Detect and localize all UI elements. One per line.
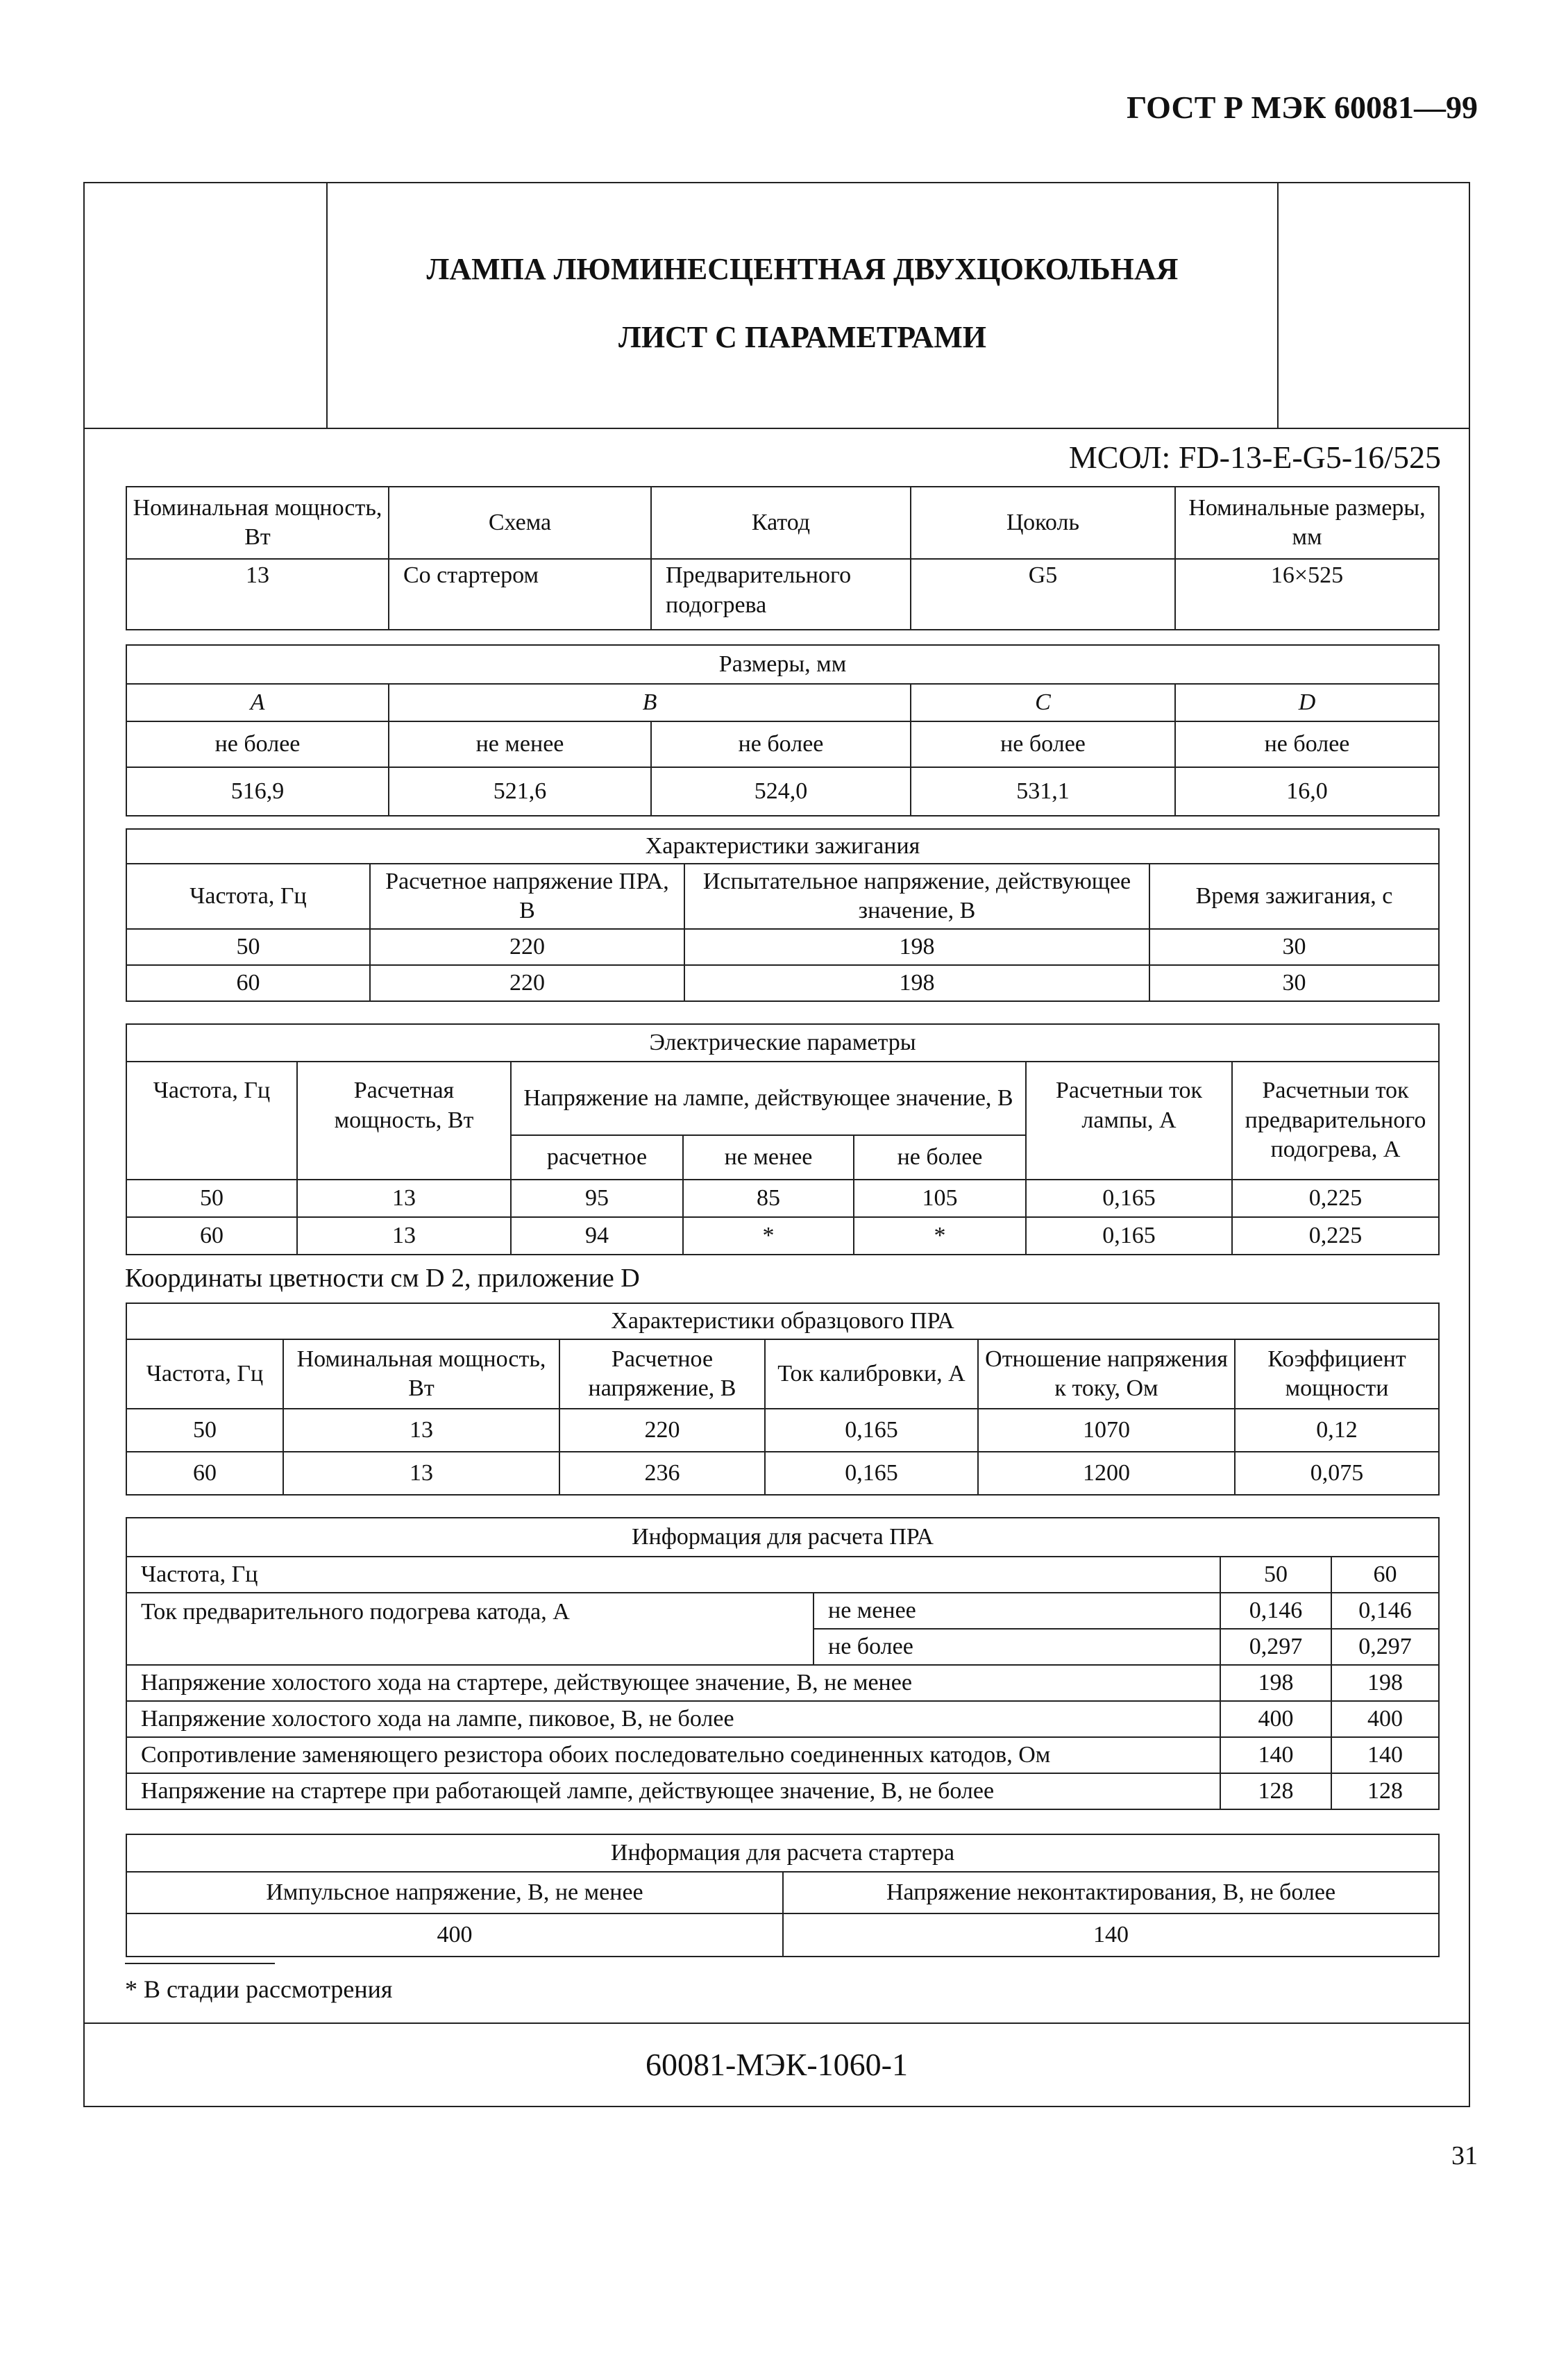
cell: 524,0 bbox=[651, 767, 911, 816]
electrical-table bbox=[126, 1023, 1440, 1255]
cell: 85 bbox=[683, 1180, 854, 1217]
cell: 13 bbox=[297, 1180, 511, 1217]
page-number: 31 bbox=[1451, 2141, 1478, 2170]
cell: 128 bbox=[1220, 1773, 1331, 1809]
header-cell: Отношение напряжения к току, Ом bbox=[978, 1339, 1235, 1409]
cell: 60 bbox=[1331, 1557, 1439, 1593]
cell: 128 bbox=[1331, 1773, 1439, 1809]
cell: * bbox=[854, 1217, 1026, 1255]
row-label: Сопротивление заменяющего резистора обоих последовательно соединенных катодов, Ом bbox=[126, 1737, 1220, 1773]
header-cell: Напряжение неконтактирования, В, не более bbox=[783, 1872, 1439, 1913]
header-cell: Частота, Гц bbox=[126, 864, 370, 929]
cell: 60 bbox=[126, 965, 370, 1001]
table-title: Размеры, мм bbox=[126, 645, 1439, 684]
cell: 60 bbox=[126, 1452, 283, 1495]
cell: 13 bbox=[283, 1409, 559, 1452]
dim-b: B bbox=[389, 684, 911, 721]
cell: 0,146 bbox=[1331, 1593, 1439, 1629]
cell: 50 bbox=[126, 929, 370, 965]
cell: 516,9 bbox=[126, 767, 389, 816]
row-label: Напряжение на стартере при работающей лампе, действующее значение, В, не более bbox=[126, 1773, 1220, 1809]
table-title: Электрические параметры bbox=[126, 1024, 1439, 1062]
cell: 0,165 bbox=[1026, 1217, 1232, 1255]
general-table bbox=[126, 486, 1440, 630]
sub-header: не более bbox=[854, 1135, 1026, 1180]
cell: 140 bbox=[783, 1913, 1439, 1957]
cell: не более bbox=[1175, 721, 1439, 767]
cell: 30 bbox=[1149, 965, 1439, 1001]
cell: 16,0 bbox=[1175, 767, 1439, 816]
dimensions-table bbox=[126, 644, 1440, 816]
cell: 531,1 bbox=[911, 767, 1175, 816]
cell: 95 bbox=[511, 1180, 683, 1217]
header-cell: Расчетныи ток предварительного подогрева, А bbox=[1232, 1062, 1439, 1180]
header-right-cell bbox=[1277, 183, 1469, 428]
chromaticity-note: Координаты цветности см D 2, приложение D bbox=[125, 1264, 640, 1293]
cell: 220 bbox=[370, 929, 684, 965]
cell: не более bbox=[911, 721, 1175, 767]
cell: 0,165 bbox=[1026, 1180, 1232, 1217]
cell: 13 bbox=[297, 1217, 511, 1255]
starter-design-table bbox=[126, 1834, 1440, 1957]
cell: 0,165 bbox=[765, 1452, 978, 1495]
cell: 0,225 bbox=[1232, 1217, 1439, 1255]
cell: не более bbox=[651, 721, 911, 767]
cell: не менее bbox=[389, 721, 651, 767]
cell: 140 bbox=[1331, 1737, 1439, 1773]
cell: 198 bbox=[1220, 1665, 1331, 1701]
cell: * bbox=[683, 1217, 854, 1255]
ballast-design-table bbox=[126, 1517, 1440, 1810]
cell: 400 bbox=[1220, 1701, 1331, 1737]
cell: 0,297 bbox=[1331, 1629, 1439, 1665]
header-cell: Схема bbox=[389, 487, 651, 559]
standard-number: ГОСТ Р МЭК 60081—99 bbox=[1127, 90, 1478, 125]
cell: 198 bbox=[684, 929, 1149, 965]
sub-header: не менее bbox=[683, 1135, 854, 1180]
sheet-header bbox=[85, 183, 1469, 429]
cell: 0,297 bbox=[1220, 1629, 1331, 1665]
header-left-cell bbox=[85, 183, 328, 428]
header-cell: Напряжение на лампе, действующее значение, В bbox=[511, 1062, 1026, 1135]
dim-a: A bbox=[126, 684, 389, 721]
cell: 400 bbox=[1331, 1701, 1439, 1737]
cell: 1200 bbox=[978, 1452, 1235, 1495]
cell: 400 bbox=[126, 1913, 783, 1957]
cell: 220 bbox=[559, 1409, 765, 1452]
cell: 198 bbox=[1331, 1665, 1439, 1701]
row-label: Напряжение холостого хода на лампе, пиковое, В, не более bbox=[126, 1701, 1220, 1737]
row-label: не менее bbox=[813, 1593, 1220, 1629]
cell: 521,6 bbox=[389, 767, 651, 816]
cell: 50 bbox=[126, 1409, 283, 1452]
header-cell: Расчетное напряжение, В bbox=[559, 1339, 765, 1409]
row-label: Напряжение холостого хода на стартере, действующее значение, В, не менее bbox=[126, 1665, 1220, 1701]
cell: G5 bbox=[911, 559, 1175, 630]
footnote: * В стадии рассмотрения bbox=[125, 1975, 393, 2003]
header-cell: Время зажигания, с bbox=[1149, 864, 1439, 929]
dim-c: C bbox=[911, 684, 1175, 721]
cell: 60 bbox=[126, 1217, 297, 1255]
cell: 13 bbox=[283, 1452, 559, 1495]
row-label: Ток предварительного подогрева катода, А bbox=[126, 1593, 813, 1665]
ignition-table bbox=[126, 828, 1440, 1002]
header-cell: Цоколь bbox=[911, 487, 1175, 559]
cell: 30 bbox=[1149, 929, 1439, 965]
cell: 0,146 bbox=[1220, 1593, 1331, 1629]
header-cell: Катод bbox=[651, 487, 911, 559]
header-cell: Номинальная мощность, Вт bbox=[126, 487, 389, 559]
header-cell: Расчетная мощность, Вт bbox=[297, 1062, 511, 1180]
cell: 198 bbox=[684, 965, 1149, 1001]
header-cell: Номинальные размеры, мм bbox=[1175, 487, 1439, 559]
header-cell: Расчетныи ток лампы, А bbox=[1026, 1062, 1232, 1180]
cell: 1070 bbox=[978, 1409, 1235, 1452]
sheet-title: ЛАМПА ЛЮМИНЕСЦЕНТНАЯ ДВУХЦОКОЛЬНАЯ bbox=[426, 252, 1179, 286]
cell: 0,225 bbox=[1232, 1180, 1439, 1217]
header-cell: Импульсное напряжение, В, не менее bbox=[126, 1872, 783, 1913]
table-title: Информация для расчета стартера bbox=[126, 1834, 1439, 1872]
sub-header: расчетное bbox=[511, 1135, 683, 1180]
lamp-code: МСОЛ: FD-13-E-G5-16/525 bbox=[1068, 439, 1441, 475]
row-label: не более bbox=[813, 1629, 1220, 1665]
sheet-subtitle: ЛИСТ С ПАРАМЕТРАМИ bbox=[618, 320, 986, 354]
cell: 50 bbox=[126, 1180, 297, 1217]
cell: 0,075 bbox=[1235, 1452, 1439, 1495]
table-title: Характеристики образцового ПРА bbox=[126, 1303, 1439, 1339]
table-title: Информация для расчета ПРА bbox=[126, 1518, 1439, 1557]
header-cell: Испытательное напряжение, действующее значение, В bbox=[684, 864, 1149, 929]
dim-d: D bbox=[1175, 684, 1439, 721]
cell: 140 bbox=[1220, 1737, 1331, 1773]
sheet-code: 60081-МЭК-1060-1 bbox=[85, 2022, 1469, 2107]
cell: 236 bbox=[559, 1452, 765, 1495]
header-cell: Расчетное напряжение ПРА, В bbox=[370, 864, 684, 929]
cell: не более bbox=[126, 721, 389, 767]
header-cell: Ток калибровки, А bbox=[765, 1339, 978, 1409]
cell: 13 bbox=[126, 559, 389, 630]
cell: 0,12 bbox=[1235, 1409, 1439, 1452]
cell: Предварительного подогрева bbox=[651, 559, 911, 630]
cell: 0,165 bbox=[765, 1409, 978, 1452]
cell: 105 bbox=[854, 1180, 1026, 1217]
reference-ballast-table bbox=[126, 1303, 1440, 1496]
parameter-sheet bbox=[83, 182, 1470, 2107]
cell: 94 bbox=[511, 1217, 683, 1255]
header-cell: Коэффициент мощности bbox=[1235, 1339, 1439, 1409]
cell: 50 bbox=[1220, 1557, 1331, 1593]
table-title: Характеристики зажигания bbox=[126, 829, 1439, 864]
header-cell: Номинальная мощность, Вт bbox=[283, 1339, 559, 1409]
header-cell: Частота, Гц bbox=[126, 1062, 297, 1180]
footnote-rule bbox=[125, 1963, 275, 1964]
cell: 220 bbox=[370, 965, 684, 1001]
row-label: Частота, Гц bbox=[126, 1557, 1220, 1593]
cell: Со стартером bbox=[389, 559, 651, 630]
header-cell: Частота, Гц bbox=[126, 1339, 283, 1409]
cell: 16×525 bbox=[1175, 559, 1439, 630]
